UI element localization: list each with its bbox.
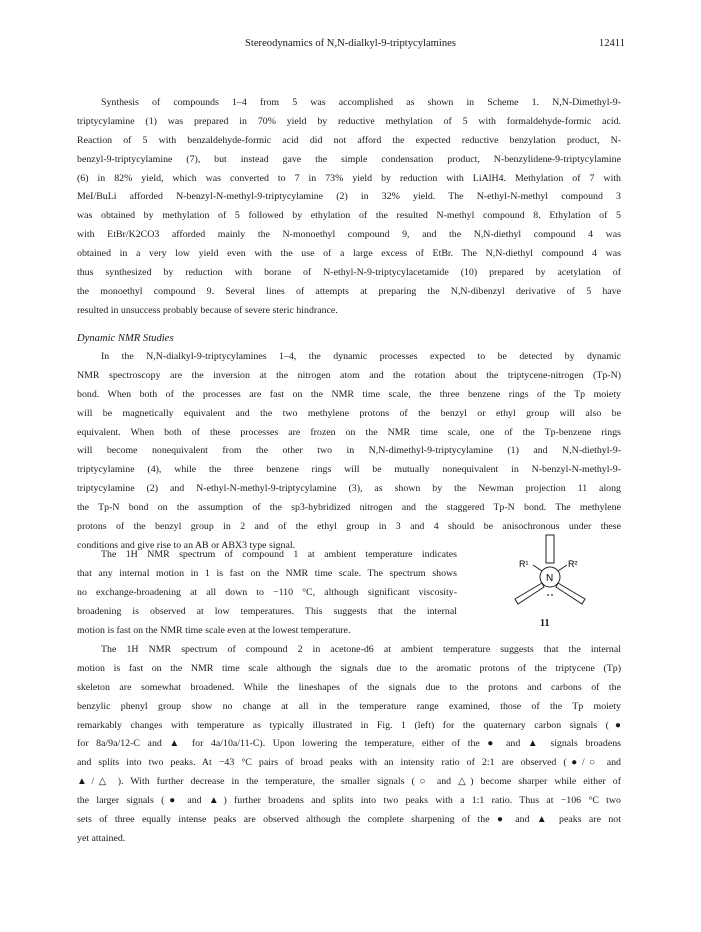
text-line: no exchange-broadening at all down to −110 °C, although significant viscosity- — [77, 586, 457, 598]
page-number: 12411 — [598, 38, 625, 49]
text-line: obtained in a very low yield even with the use of a large excess of EtBr. The N,N-diethyl compound 4 was — [77, 248, 621, 260]
text-line: Synthesis of compounds 1–4 from 5 was accomplished as shown in Scheme 1. N,N-Dimethyl-9- — [101, 97, 621, 108]
lone-pair-dot — [547, 594, 549, 596]
text-line: benzyl-9-triptycylamine (7), but instead gave the simple condensation product, N-benzylidene-9-triptycylamine — [77, 153, 621, 165]
text-line: yet attained. — [77, 832, 126, 844]
text-line: with EtBr/K2CO3 afforded mainly the N-monoethyl compound 9, and the N,N-diethyl compound 4 was — [77, 229, 621, 241]
nitrogen-label: N — [546, 573, 554, 584]
lone-pair-dot — [551, 594, 553, 596]
text-line: the larger signals (● and ▲) further broadens and splits into two peaks with a 1:1 ratio. Thus at −106 °C two — [77, 795, 621, 807]
text-line: skeleton are somewhat broadened. While the lineshapes of the signals due to the protons and carbons of the — [77, 681, 621, 693]
text-line: and splits into two peaks. At −43 °C pairs of broad peaks with an intensity ratio of 2:1 are observed (●/○ and — [77, 757, 621, 769]
paragraph-dynamic-nmr — [77, 348, 621, 556]
text-line: NMR spectroscopy are the inversion at the nitrogen atom and the rotation about the triptycene-nitrogen (Tp-N) — [77, 369, 621, 381]
text-line: triptycylamine (2) and N-ethyl-N-methyl-9-triptycylamine (3), as shown by the Newman projection 11 along — [77, 483, 621, 495]
r2-label: R² — [568, 559, 578, 569]
running-header — [0, 38, 701, 52]
text-line: the monoethyl compound 9. Several lines of attempts at preparing the N,N-dibenzyl derivative of 5 have — [77, 285, 621, 297]
r1-label: R¹ — [519, 559, 529, 569]
text-line: broadening is observed at low temperatures. This suggests that the internal — [77, 605, 457, 617]
text-line: equivalent. When both of these processes are frozen on the NMR time scale, one of the Tp-benzene rings — [77, 426, 621, 438]
text-line: thus synthesized by reduction with borane of N-ethyl-N-9-triptycylacetamide (10) prepared by acetylation of — [77, 267, 621, 279]
text-line: (6) in 82% yield, which was converted to 7 in 73% yield by reduction with LiAlH4. Methylation of 7 with — [77, 172, 621, 184]
text-line: motion is fast on the NMR time scale even at the lowest temperature. — [77, 624, 351, 636]
text-line: triptycylamine (4), while the three benzene rings will be mutually nonequivalent in N-benzyl-N-methyl-9- — [77, 464, 621, 476]
paragraph-compound-1 — [77, 546, 457, 640]
text-line: protons of the benzyl group in 2 and of the ethyl group in 3 and 4 should be anisochronous under these — [77, 521, 621, 533]
text-line: that any internal motion in 1 is fast on the NMR time scale. The spectrum shows — [77, 567, 457, 579]
bond-r1 — [533, 565, 542, 571]
text-line: Reaction of 5 with benzaldehyde-formic acid did not afford the expected reductive benzylation product, N- — [77, 134, 621, 146]
text-line: benzylic phenyl group show no change at all in the temperature range examined, those of the Tp moiety — [77, 700, 621, 712]
text-line: was obtained by methylation of 5 followed by ethylation of the resulted N-methyl compound 8. Ethylation of 5 — [77, 210, 621, 222]
text-line: The 1H NMR spectrum of compound 2 in acetone-d6 at ambient temperature suggests that the internal — [101, 644, 621, 655]
text-line: triptycylamine (1) was prepared in 70% yield by reductive methylation of 5 with formaldehyde-formic acid. — [77, 115, 621, 127]
paragraph-synthesis — [77, 94, 621, 321]
text-line: will be magnetically equivalent and the two methylene protons of the benzyl or ethyl group will also be — [77, 407, 621, 419]
bond-lower-right — [556, 583, 585, 604]
text-line: MeI/BuLi afforded N-benzyl-N-methyl-9-triptycylamine (2) in 32% yield. The N-ethyl-N-methyl compound 3 — [77, 191, 621, 203]
text-line: conditions and give rise to an AB or ABX3 type signal. — [77, 539, 296, 551]
text-line: for 8a/9a/12-C and ▲ for 4a/10a/11-C). Upon lowering the temperature, either of the ● and ▲ signals broadens — [77, 738, 621, 750]
newman-projection-figure — [511, 533, 591, 617]
text-line: The 1H NMR spectrum of compound 1 at ambient temperature indicates — [101, 549, 457, 560]
running-title: Stereodynamics of N,N-dialkyl-9-triptycylamines — [245, 38, 456, 49]
text-line: sets of three equally intense peaks are observed although the complete sharpening of the ● and ▲ peaks are not — [77, 814, 621, 826]
text-line: the Tp-N bond on the assumption of the sp3-hybridized nitrogen and the staggered Tp-N bond. The methylene — [77, 502, 621, 514]
paragraph-compound-2 — [77, 641, 621, 849]
bond-lower-left — [515, 583, 544, 604]
text-line: ▲/△ ). With further decrease in the temperature, the smaller signals (○ and △) become sharper while either of — [77, 776, 621, 788]
bond-r2 — [558, 565, 567, 571]
section-heading: Dynamic NMR Studies — [77, 333, 174, 344]
bond-up — [546, 535, 554, 563]
text-line: will become nonequivalent from the other two in N,N-dimethyl-9-triptycylamine (1) and N,N-diethyl-9- — [77, 445, 621, 457]
text-line: bond. When both of the processes are fast on the NMR time scale, the three benzene rings of the Tp moiety — [77, 388, 621, 400]
text-line: remarkably changes with temperature as typically illustrated in Fig. 1 (left) for the quaternary carbon signals (● — [77, 719, 621, 731]
compound-11-label: 11 — [540, 618, 550, 629]
text-line: resulted in unsuccess probably because of severe steric hindrance. — [77, 304, 338, 316]
text-line: In the N,N-dialkyl-9-triptycylamines 1–4, the dynamic processes expected to be detected by dynamic — [101, 351, 621, 362]
text-line: motion is fast on the NMR time scale although the signals due to the aromatic protons of the triptycene (Tp) — [77, 662, 621, 674]
